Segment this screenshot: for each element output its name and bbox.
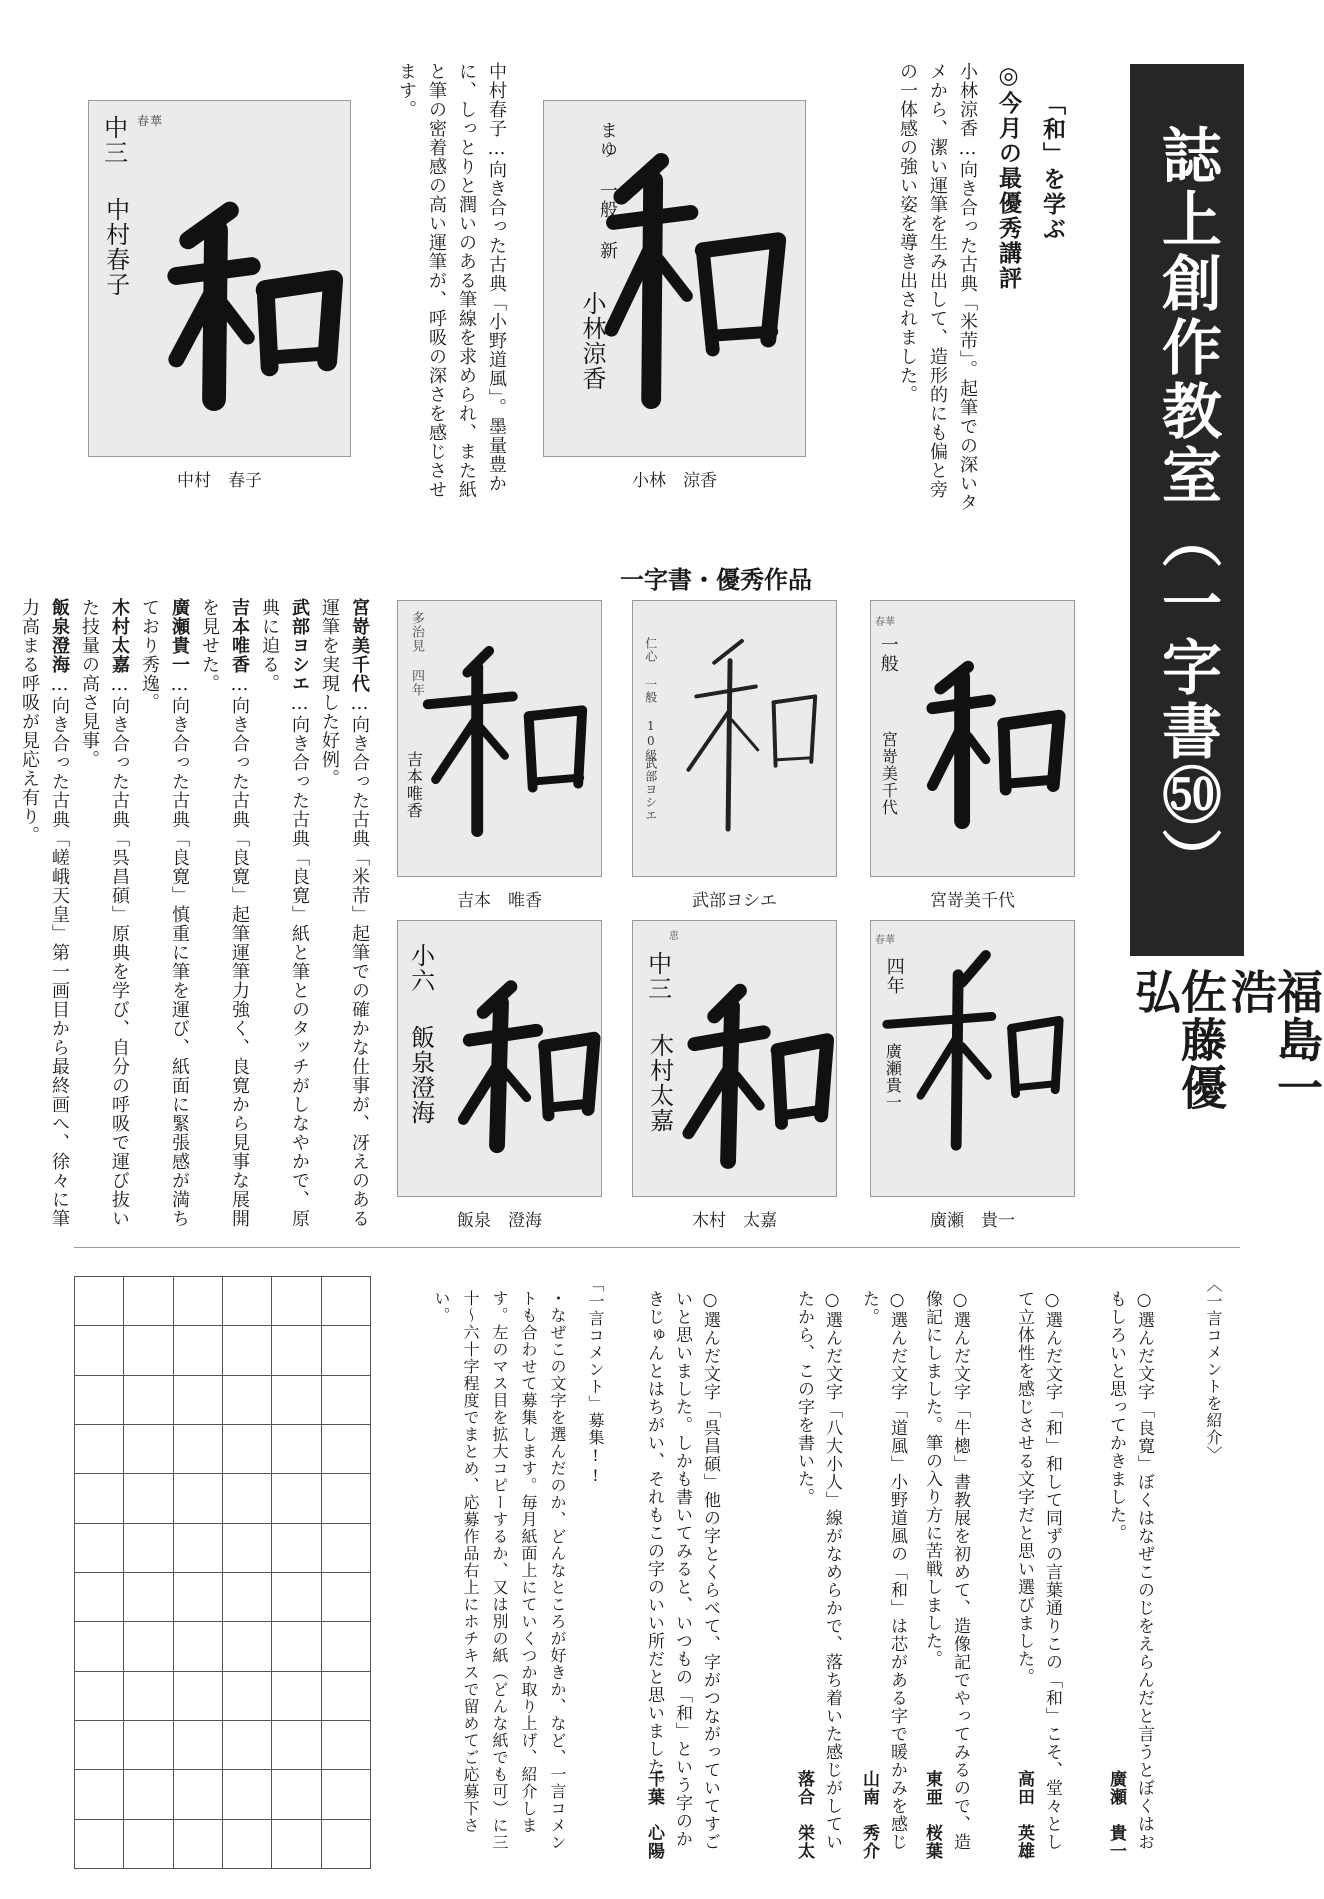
artwork-artist: 武部ヨシエ <box>643 757 658 822</box>
one-word-item-5: ○選んだ文字「八大小人」線がなめらかで、落ち着いた感じがしていたから、この字を書いた。 落合 栄太 <box>794 1290 842 1860</box>
caption-iizumi: 飯泉 澄海 <box>457 1211 542 1231</box>
grid-cell <box>223 1425 272 1474</box>
calligraphy-wa-image <box>871 601 1074 876</box>
artwork-artist: 飯泉澄海 <box>406 1025 435 1125</box>
one-word-item-6: ○選んだ文字「呉昌碩」他の字とくらべて、字がつながっていてすごいと思いました。しかも書いてみると、いつもの「和」という字のかきじゅんとはちがい、それもこの字のいい所だと思いました。 千葉 心陽 <box>644 1290 720 1860</box>
grid-cell <box>322 1425 371 1474</box>
artwork-nakamura <box>88 100 351 457</box>
artwork-seal: 春華 <box>875 617 895 628</box>
grid-cell <box>174 1376 223 1425</box>
grid-cell <box>322 1672 371 1721</box>
grid-cell <box>272 1573 321 1622</box>
artwork-seal: 恵 <box>669 931 679 942</box>
grid-cell <box>272 1820 321 1869</box>
grid-cell <box>75 1622 124 1671</box>
grid-cell <box>223 1721 272 1770</box>
grid-cell <box>223 1573 272 1622</box>
grid-cell <box>272 1524 321 1573</box>
grid-cell <box>174 1672 223 1721</box>
grid-cell <box>124 1524 173 1573</box>
grid-cell <box>174 1277 223 1326</box>
grid-cell <box>322 1622 371 1671</box>
grid-cell <box>174 1721 223 1770</box>
grid-cell <box>272 1622 321 1671</box>
grid-cell <box>272 1770 321 1819</box>
grid-cell <box>124 1474 173 1523</box>
artwork-seal: 春華 <box>137 114 164 128</box>
kobayashi-review-text: 小林涼香…向き合った古典「米芾」。起筆での深いタメから、潔い運筆を生み出して、造形的にも偏と旁の一体感の強い姿を導き出されました。 <box>897 62 978 512</box>
grid-cell <box>223 1672 272 1721</box>
grid-cell <box>223 1622 272 1671</box>
artwork-detail: まゆ 一般 新 <box>597 121 618 260</box>
one-word-item-4: ○選んだ文字「道風」小野道風の「和」は芯がある字で暖かみを感じた。 山南 秀介 <box>859 1290 907 1860</box>
comment-iizumi: 飯泉澄海…向き合った古典「嵯峨天皇」第一画目から最終画へ、徐々に筆力高まる呼吸が見応え有り。 <box>19 598 70 1228</box>
artwork-takebe <box>632 600 837 877</box>
grid-cell <box>223 1524 272 1573</box>
grid-cell <box>272 1474 321 1523</box>
author-name-2: 佐藤優弘 <box>1128 968 1228 1112</box>
artwork-artist: 小林涼香 <box>578 291 606 391</box>
grid-cell <box>124 1277 173 1326</box>
artwork-kimura <box>632 920 837 1197</box>
one-word-heading: 〈一言コメントを紹介〉 <box>1204 1276 1223 1463</box>
caption-yoshimoto: 吉本 唯香 <box>457 891 542 911</box>
grid-cell <box>174 1820 223 1869</box>
learn-heading: 「和」を学ぶ <box>1039 92 1066 242</box>
caption-kimura: 木村 太嘉 <box>692 1211 777 1231</box>
grid-cell <box>174 1622 223 1671</box>
comment-hirose: 廣瀬貴一…向き合った古典「良寛」慎重に筆を運び、紙面に緊張感が満ちており秀逸。 <box>139 598 190 1228</box>
recruit-heading: 「一言コメント」募集!! <box>586 1276 605 1486</box>
artwork-detail: 小六 <box>406 943 435 993</box>
grid-cell <box>124 1721 173 1770</box>
one-word-item-2: ○選んだ文字「和」和して同ずの言葉通りこの「和」こそ、堂々として立体性を感じさせる文字だと思い選びました。 高田 英雄 <box>1014 1290 1062 1860</box>
grid-cell <box>272 1326 321 1375</box>
grid-cell <box>124 1672 173 1721</box>
artwork-iizumi <box>397 920 602 1197</box>
grid-cell <box>272 1277 321 1326</box>
artwork-detail: 一般 <box>877 635 899 673</box>
grid-cell <box>223 1474 272 1523</box>
grid-cell <box>322 1524 371 1573</box>
artwork-detail: 仁心 一般 10級 <box>643 637 658 762</box>
title-banner <box>1130 64 1244 956</box>
artwork-kobayashi <box>543 100 806 457</box>
grid-cell <box>223 1277 272 1326</box>
caption-miyazaki: 宮嵜美千代 <box>930 891 1015 911</box>
grid-cell <box>322 1770 371 1819</box>
grid-cell <box>75 1672 124 1721</box>
calligraphy-wa-image <box>633 601 836 876</box>
artwork-seal: 春華 <box>875 935 895 946</box>
artwork-artist: 宮嵜美千代 <box>879 731 899 816</box>
grid-cell <box>322 1721 371 1770</box>
comment-takebe: 武部ヨシエ…向き合った古典「良寛」紙と筆とのタッチがしなやかで、原典に迫る。 <box>259 598 310 1228</box>
caption-nakamura: 中村 春子 <box>177 471 262 491</box>
artwork-artist: 木村太嘉 <box>645 1033 674 1133</box>
grid-cell <box>223 1770 272 1819</box>
one-word-item-3: ○選んだ文字「牛樬」書教展を初めて、造像記でやってみるので、造像記にしました。筆の入り方に苦戦しました。 東亜 桜葉 <box>922 1290 970 1860</box>
grid-cell <box>223 1820 272 1869</box>
grid-cell <box>174 1425 223 1474</box>
grid-cell <box>124 1425 173 1474</box>
review-heading: ◎今月の最優秀講評 <box>995 62 1022 291</box>
grid-cell <box>174 1573 223 1622</box>
comment-writing-grid <box>74 1276 371 1869</box>
grid-cell <box>124 1326 173 1375</box>
grid-cell <box>75 1524 124 1573</box>
grid-cell <box>174 1770 223 1819</box>
grid-cell <box>322 1820 371 1869</box>
artwork-detail: 多治見 四年 <box>408 611 424 697</box>
calligraphy-wa-image <box>398 601 601 876</box>
grid-cell <box>75 1474 124 1523</box>
artwork-detail: 中三 <box>99 115 128 165</box>
grid-cell <box>272 1376 321 1425</box>
grid-cell <box>124 1770 173 1819</box>
comment-yoshimoto: 吉本唯香…向き合った古典「良寛」起筆運筆力強く、良寛から見事な展開を見せた。 <box>199 598 250 1228</box>
comment-kimura: 木村太嘉…向き合った古典「呉昌碩」原典を学び、自分の呼吸で運び抜いた技量の高さ見事。 <box>79 598 130 1228</box>
caption-kobayashi: 小林 涼香 <box>632 471 717 491</box>
one-word-item-1: ○選んだ文字「良寛」ぼくはなぜこのじをえらんだと言うとぼくはおもしろいと思ってかきました。 廣瀬 貴一 <box>1106 1290 1154 1860</box>
grid-cell <box>124 1820 173 1869</box>
page-title: 誌上創作教室（一字書㊿） <box>1152 124 1222 892</box>
artwork-artist: 中村春子 <box>101 197 130 297</box>
artwork-yoshimoto <box>397 600 602 877</box>
grid-cell <box>75 1721 124 1770</box>
caption-takebe: 武部ヨシエ <box>692 891 777 911</box>
grid-cell <box>174 1524 223 1573</box>
section-divider <box>74 1247 1240 1248</box>
grid-cell <box>75 1376 124 1425</box>
grid-cell <box>124 1573 173 1622</box>
recruit-body: ・なぜこの文字を選んだのか、どんなところが好きか、など、一言コメントも合わせて募集します。毎月紙面上にていくつか取り上げ、紹介します。左のマス目を拡大コピーするか、又は別の紙（どんな紙でも可）に三十〜六十字程度でまとめ、応募作品右上にホチキスで留めてご応募下さい。 <box>432 1290 567 1851</box>
artwork-artist: 廣瀬貴一 <box>883 1043 903 1111</box>
grid-cell <box>322 1326 371 1375</box>
nakamura-review-text: 中村春子…向き合った古典「小野道風」。墨量豊かに、しっとりと潤いのある筆線を求められ、また紙と筆の密着感の高い運筆が、呼吸の深さを感じさせます。 <box>396 62 507 499</box>
grid-cell <box>322 1573 371 1622</box>
grid-cell <box>272 1672 321 1721</box>
excellent-comments <box>19 598 374 1228</box>
section-title: 一字書・優秀作品 <box>620 566 812 594</box>
artwork-detail: 中三 <box>643 951 672 1001</box>
grid-cell <box>75 1820 124 1869</box>
grid-cell <box>174 1474 223 1523</box>
grid-cell <box>124 1376 173 1425</box>
grid-cell <box>75 1326 124 1375</box>
grid-cell <box>75 1770 124 1819</box>
grid-cell <box>75 1425 124 1474</box>
artwork-artist: 吉本唯香 <box>404 751 424 819</box>
grid-cell <box>322 1277 371 1326</box>
grid-cell <box>124 1622 173 1671</box>
grid-cell <box>322 1474 371 1523</box>
grid-cell <box>272 1721 321 1770</box>
artwork-miyazaki <box>870 600 1075 877</box>
grid-cell <box>322 1376 371 1425</box>
grid-cell <box>75 1277 124 1326</box>
grid-cell <box>75 1573 124 1622</box>
author-names <box>1128 968 1324 1158</box>
calligraphy-wa-image <box>544 101 805 456</box>
author-name-1: 福島一浩 <box>1224 968 1324 1112</box>
grid-cell <box>223 1326 272 1375</box>
grid-cell <box>223 1376 272 1425</box>
artwork-detail: 四年 <box>883 957 905 995</box>
caption-hirose: 廣瀬 貴一 <box>930 1211 1015 1231</box>
grid-cell <box>174 1326 223 1375</box>
grid-cell <box>272 1425 321 1474</box>
artwork-hirose <box>870 920 1075 1197</box>
comment-miyazaki: 宮嵜美千代…向き合った古典「米芾」起筆での確かな仕事が、冴えのある運筆を実現した好例。 <box>319 598 370 1228</box>
